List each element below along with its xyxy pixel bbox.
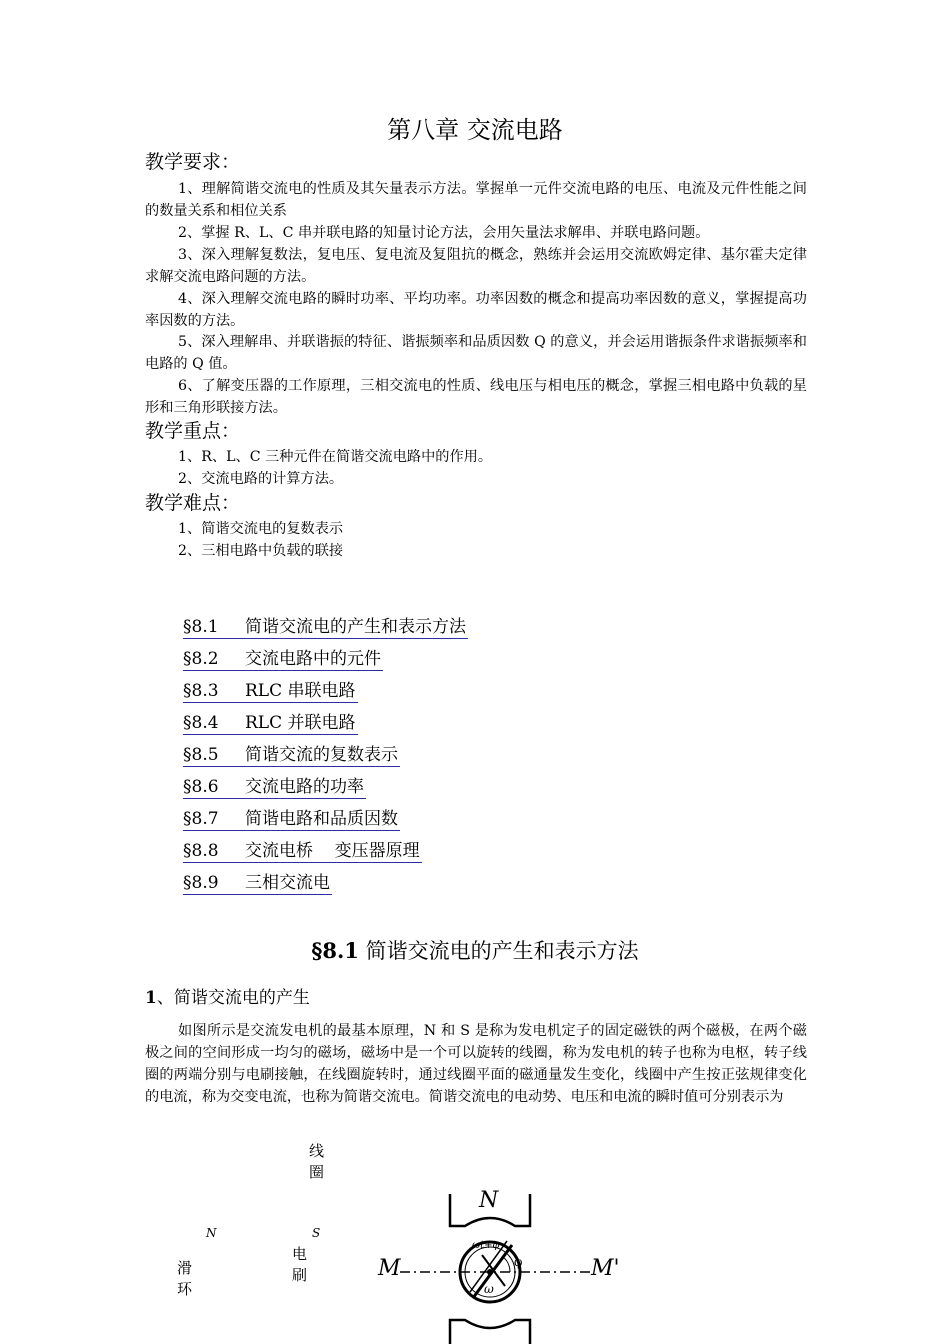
requirement-6: 6、了解变压器的工作原理，三相交流电的性质、线电压与相电压的概念，掌握三相电路中负载的星形和三角形联接方法。 [145,378,807,416]
intro-paragraph: 如图所示是交流发电机的最基本原理，N 和 S 是称为发电机定子的固定磁铁的两个磁极，在两个磁极之间的空间形成一均匀的磁场，磁场中是一个可以旋转的线圈，称为发电机的转子也称为电枢，转子线圈的两端分别与电刷接触，在线圈旋转时，通过线圈平面的磁通量发生变化，线圈中产生按正弦规律变化的电流，称为交变电流，也称为简谐交流电。简谐交流电的电动势、电压和电流的瞬时值可分别表示为 [145,1023,807,1105]
coil-label: 线圈 [309,1142,325,1181]
section-heading [0,935,950,965]
toc-num: §8.8 [183,841,219,861]
toc-link-8-4[interactable] [183,712,358,735]
toc-link-8-9[interactable] [183,872,332,895]
subsection-heading [145,983,310,1008]
toc-link-8-8[interactable] [183,840,422,863]
requirement-2: 2、掌握 R、L、C 串并联电路的知量讨论方法，会用矢量法求解串、并联电路问题。 [178,225,710,241]
requirement-1: 1、理解简谐交流电的性质及其矢量表示方法。掌握单一元件交流电路的电压、电流及元件性能之间的数量关系和相位关系 [145,181,807,219]
toc-num: §8.5 [183,745,219,765]
toc-num: §8.6 [183,777,219,797]
toc-num: §8.4 [183,713,219,733]
toc-title: RLC 并联电路 [245,713,356,733]
north-pole-small-label: N [206,1226,217,1240]
toc-link-8-7[interactable] [183,808,400,831]
subsection-number: 1 [145,988,157,1008]
m-left-label: M [378,1256,401,1281]
toc-link-8-3[interactable] [183,680,358,703]
toc-title: 交流电路中的元件 [245,649,381,669]
toc-link-8-2[interactable] [183,648,383,671]
omega-label: ω [484,1282,494,1296]
section-number: §8.1 [311,938,359,963]
requirements-heading: 教学要求： [145,151,241,173]
toc-num: §8.7 [183,809,219,829]
brush-label: 电刷 [292,1245,308,1284]
key-point-1: 1、R、L、C 三种元件在简谐交流电路中的作用。 [178,449,493,465]
requirement-3: 3、深入理解复数法，复电压、复电流及复阻抗的概念，熟练并会运用交流欧姆定律、基尔霍夫定律求解交流电路问题的方法。 [145,247,807,285]
toc-link-8-5[interactable] [183,744,400,767]
toc-title: 交流电路的功率 [245,777,364,797]
north-pole-label: N [479,1188,499,1213]
m-right-label: M' [591,1256,620,1281]
subsection-title: 、简谐交流电的产生 [156,988,310,1008]
toc-title: RLC 串联电路 [245,681,356,701]
key-points-heading: 教学重点： [145,420,241,442]
toc-link-8-1[interactable] [183,616,468,639]
toc-title: 简谐交流电的产生和表示方法 [245,617,466,637]
toc-num: §8.2 [183,649,219,669]
toc-title: 交流电桥 变压器原理 [245,841,420,861]
toc-title: 简谐交流的复数表示 [245,745,398,765]
toc-link-8-6[interactable] [183,776,366,799]
chapter-title: 第八章 交流电路 [387,116,563,144]
toc-title: 简谐电路和品质因数 [245,809,398,829]
key-point-2: 2、交流电路的计算方法。 [178,471,344,487]
difficulties-heading: 教学难点： [145,492,241,514]
phi-label: φ [514,1255,523,1269]
requirement-4: 4、深入理解交流电路的瞬时功率、平均功率。功率因数的概念和提高功率因数的意义，掌握提高功率因数的方法。 [145,291,807,329]
rotor-center [487,1269,493,1275]
toc-num: §8.9 [183,873,219,893]
south-pole-small-label: S [312,1226,321,1240]
difficulty-1: 1、简谐交流电的复数表示 [178,521,344,537]
requirement-5: 5、深入理解串、并联谐振的特征、谐振频率和品质因数 Q 的意义，并会运用谐振条件求谐振频率和电路的 Q 值。 [145,334,807,372]
toc-title: 三相交流电 [245,873,330,893]
angle-label: ωt+φ [472,1240,500,1251]
difficulty-2: 2、三相电路中负载的联接 [178,543,344,559]
section-title: 简谐交流电的产生和表示方法 [365,939,639,963]
south-pole-shape [450,1320,530,1344]
toc-num: §8.3 [183,681,219,701]
slip-ring-label: 滑环 [177,1259,193,1298]
toc-num: §8.1 [183,617,219,637]
